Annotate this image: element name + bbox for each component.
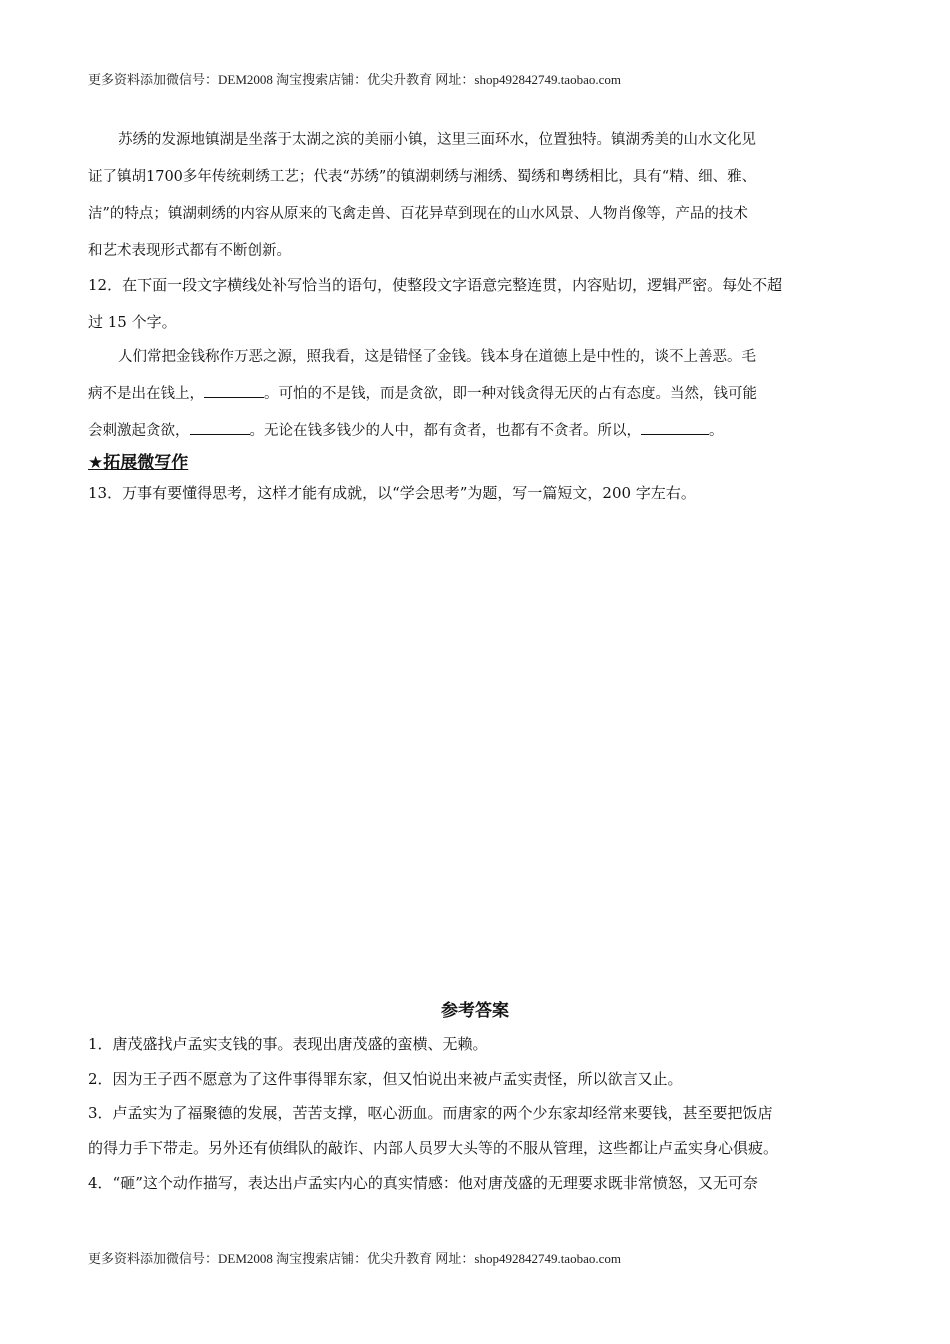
answer-2: 2．因为王子西不愿意为了这件事得罪东家，但又怕说出来被卢孟实责怪，所以欲言又止。 [88, 1070, 683, 1088]
fill-blank-2[interactable] [190, 420, 250, 436]
q12-text: 。可怕的不是钱，而是贪欲，即一种对钱贪得无厌的占有态度。当然，钱可能 [264, 386, 757, 402]
answer-3-line-2: 的得力手下带走。另外还有侦缉队的敲诈、内部人员罗大头等的不服从管理，这些都让卢孟实身心俱疲。 [88, 1139, 779, 1157]
page-footer: 更多资料添加微信号：DEM2008 淘宝搜索店铺：优尖升教育 网址：shop492842749.taobao.com [88, 1251, 621, 1266]
q12-paragraph-line-3 [88, 419, 724, 440]
answer-3-line-1: 3．卢孟实为了福聚德的发展，苦苦支撑，呕心沥血。而唐家的两个少东家却经常来要钱，甚至要把饭店 [88, 1104, 773, 1122]
fill-blank-1[interactable] [204, 383, 264, 399]
answers-title: 参考答案 [441, 1001, 509, 1021]
q12-text: 。无论在钱多钱少的人中，都有贪者，也都有不贪者。所以， [249, 423, 641, 439]
q12-text: 。 [709, 423, 724, 439]
q12-paragraph-line-1: 人们常把金钱称作万恶之源，照我看，这是错怪了金钱。钱本身在道德上是中性的，谈不上善恶。毛 [118, 349, 756, 365]
passage-line-4: 和艺术表现形式都有不断创新。 [88, 243, 291, 259]
page-header: 更多资料添加微信号：DEM2008 淘宝搜索店铺：优尖升教育 网址：shop492842749.taobao.com [88, 72, 621, 87]
q12-text: 会刺激起贪欲， [88, 423, 190, 439]
passage-line-2: 证了镇胡1700多年传统刺绣工艺；代表“苏绣”的镇湖刺绣与湘绣、蜀绣和粤绣相比，具有“精、细、雅、 [88, 169, 757, 185]
passage-line-1: 苏绣的发源地镇湖是坐落于太湖之滨的美丽小镇，这里三面环水，位置独特。镇湖秀美的山水文化见 [118, 132, 756, 148]
answer-1: 1．唐茂盛找卢孟实支钱的事。表现出唐茂盛的蛮横、无赖。 [88, 1035, 488, 1053]
section-title: ★拓展微写作 [88, 453, 189, 473]
q12-text: 病不是出在钱上， [88, 386, 204, 402]
question-12-prompt: 12．在下面一段文字横线处补写恰当的语句，使整段文字语意完整连贯，内容贴切，逻辑严密。每处不超 [88, 276, 783, 294]
answer-4: 4．“砸”这个动作描写，表达出卢孟实内心的真实情感：他对唐茂盛的无理要求既非常愤怒，又无可奈 [88, 1174, 758, 1192]
question-13: 13．万事有要懂得思考，这样才能有成就，以“学会思考”为题，写一篇短文，200 字左右。 [88, 484, 696, 502]
passage-line-3: 洁”的特点；镇湖刺绣的内容从原来的飞禽走兽、百花异草到现在的山水风景、人物肖像等，产品的技术 [88, 206, 748, 222]
fill-blank-3[interactable] [641, 420, 709, 436]
question-12-prompt-cont: 过 15 个字。 [88, 313, 177, 331]
q12-paragraph-line-2 [88, 382, 757, 403]
